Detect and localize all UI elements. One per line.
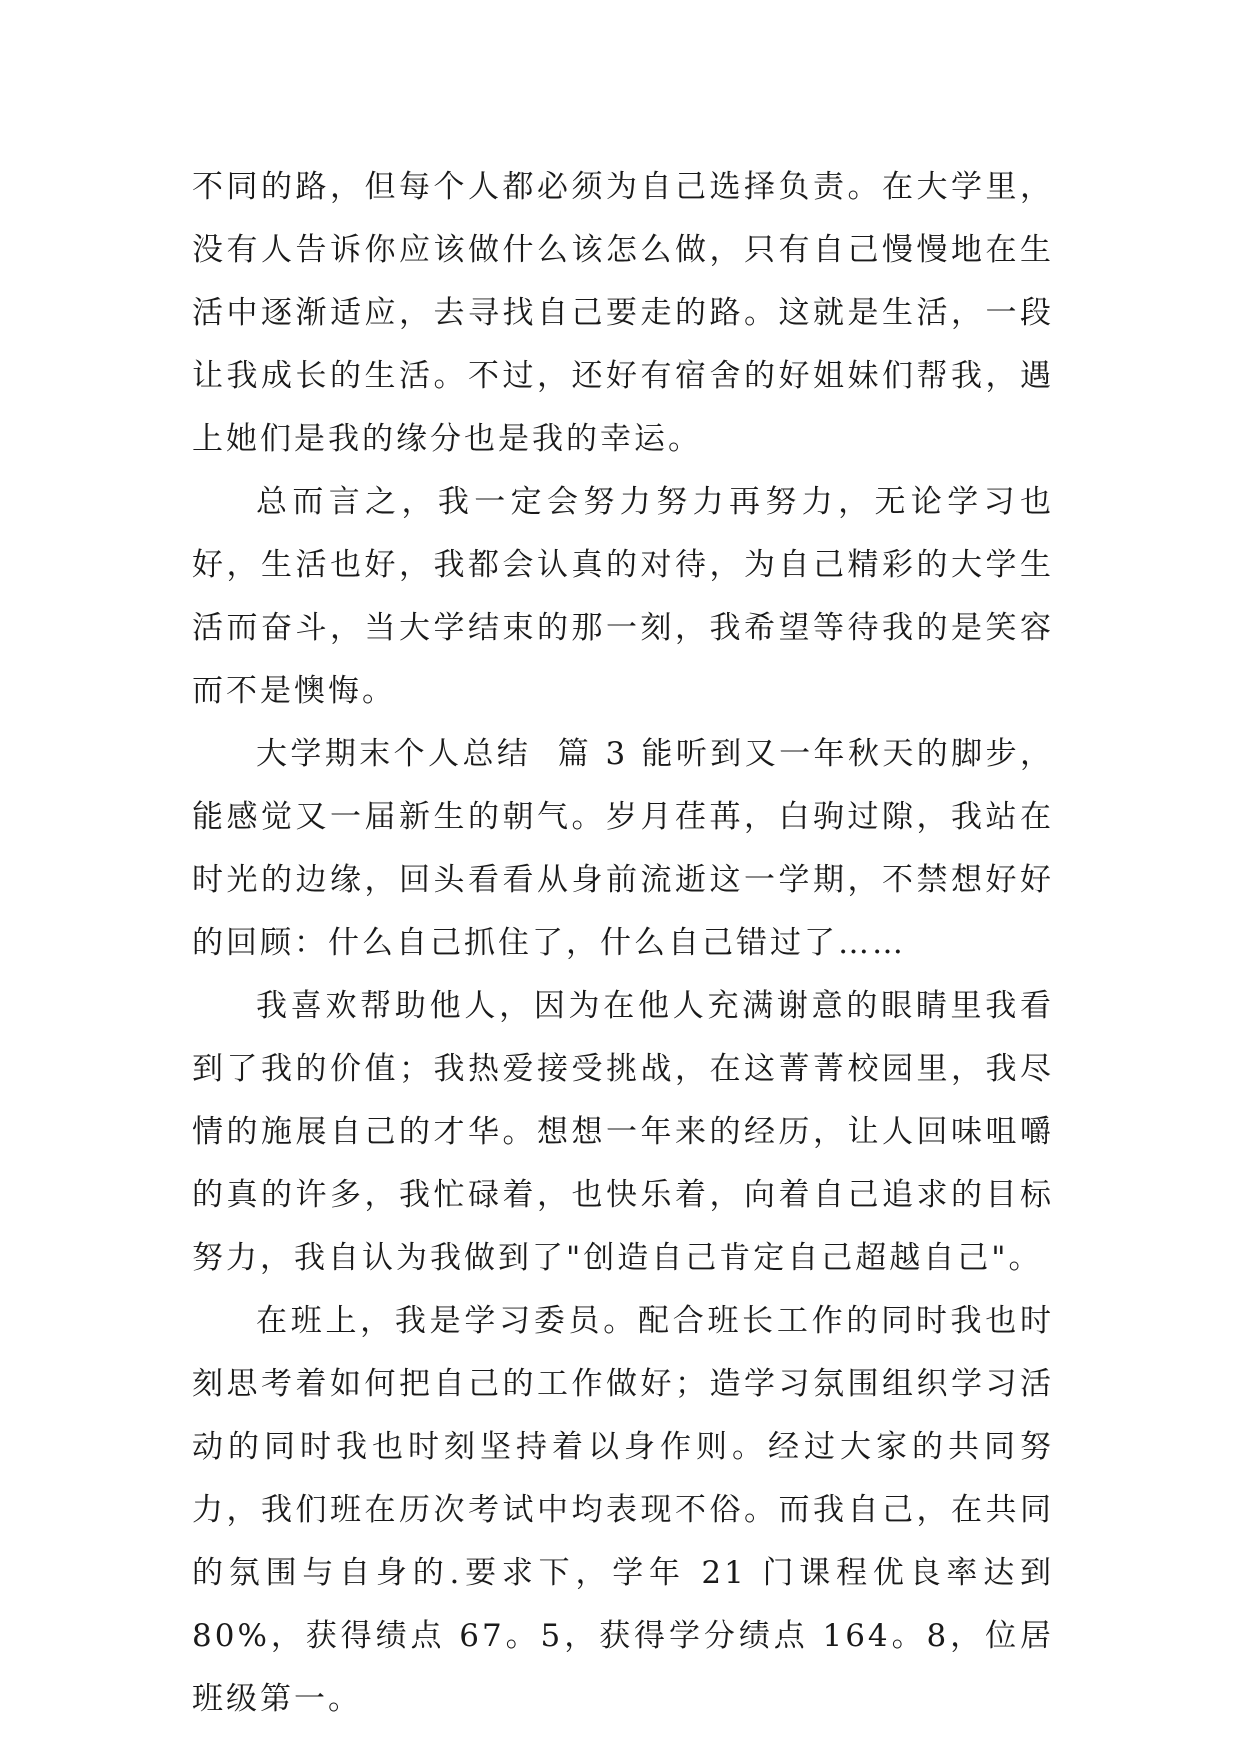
section-heading: 大学期末个人总结 篇 3	[256, 736, 629, 772]
paragraph-3-text: 能听到又一年秋天的脚步，能感觉又一届新生的朝气。岁月荏苒，白驹过隙，我站在时光的边缘，回头看看从身前流逝这一学期，不禁想好好的回顾：什么自己抓住了，什么自己错过了……	[192, 736, 1054, 961]
paragraph-3	[192, 723, 1054, 975]
document-body	[192, 156, 1054, 1731]
paragraph-1: 不同的路，但每个人都必须为自己选择负责。在大学里，没有人告诉你应该做什么该怎么做，只有自己慢慢地在生活中逐渐适应，去寻找自己要走的路。这就是生活，一段让我成长的生活。不过，还好有宿舍的好姐妹们帮我，遇上她们是我的缘分也是我的幸运。	[192, 169, 1054, 457]
gap	[628, 736, 641, 772]
paragraph-5: 在班上，我是学习委员。配合班长工作的同时我也时刻思考着如何把自己的工作做好；造学习氛围组织学习活动的同时我也时刻坚持着以身作则。经过大家的共同努力，我们班在历次考试中均表现不俗。而我自己，在共同的氛围与自身的.要求下，学年 21 门课程优良率达到 80%，获得绩点 67。5，获得学分绩点 164。8，位居班级第一。	[192, 1303, 1054, 1717]
paragraph-2: 总而言之，我一定会努力努力再努力，无论学习也好，生活也好，我都会认真的对待，为自己精彩的大学生活而奋斗，当大学结束的那一刻，我希望等待我的是笑容而不是懊悔。	[192, 484, 1054, 709]
paragraph-4: 我喜欢帮助他人，因为在他人充满谢意的眼睛里我看到了我的价值；我热爱接受挑战，在这菁菁校园里，我尽情的施展自己的才华。想想一年来的经历，让人回味咀嚼的真的许多，我忙碌着，也快乐着，向着自己追求的目标努力，我自认为我做到了"创造自己肯定自己超越自己"。	[192, 988, 1054, 1276]
